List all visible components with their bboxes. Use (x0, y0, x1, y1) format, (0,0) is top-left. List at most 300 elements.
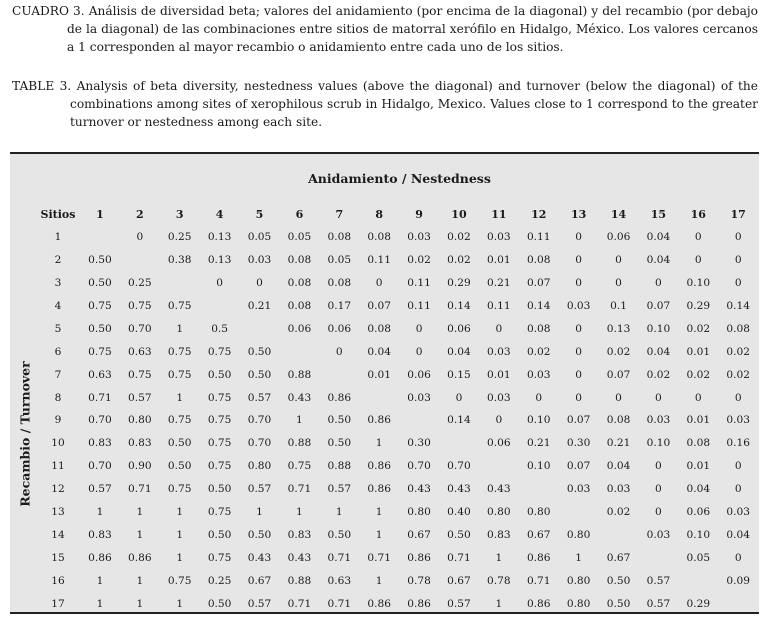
nestedness-cell: 0.08 (726, 322, 750, 335)
row-site-label: 9 (54, 414, 62, 427)
turnover-cell: 0.80 (128, 414, 152, 427)
table-row (36, 478, 758, 501)
nestedness-cell: 0.08 (526, 254, 551, 267)
turnover-cell: 0.75 (207, 460, 232, 473)
turnover-cell: 0.86 (128, 551, 152, 564)
nestedness-cell: 0.05 (327, 254, 352, 267)
table-row (36, 340, 758, 363)
turnover-cell: 0.75 (167, 368, 192, 381)
beta-diversity-table (10, 152, 759, 614)
turnover-cell: 1 (176, 597, 184, 610)
turnover-cell: 0.50 (447, 528, 471, 541)
nestedness-cell: 0 (415, 322, 423, 335)
turnover-cell: 0.86 (367, 483, 391, 496)
matrix-table (36, 203, 758, 615)
turnover-cell: 0.63 (88, 368, 112, 381)
turnover-cell: 0.86 (526, 551, 551, 564)
diagonal-cell (678, 569, 718, 592)
caption-spanish (12, 2, 758, 57)
turnover-cell: 1 (495, 597, 503, 610)
turnover-cell: 1 (176, 528, 184, 541)
turnover-cell: 1 (176, 506, 184, 519)
nestedness-cell: 0.01 (686, 345, 711, 358)
turnover-cell: 0.70 (447, 460, 471, 473)
row-site-label: 17 (51, 597, 65, 610)
nestedness-cell: 0.08 (606, 414, 631, 427)
turnover-cell: 1 (176, 551, 184, 564)
nestedness-cell: 0.03 (487, 391, 511, 404)
turnover-cell: 1 (96, 506, 104, 519)
turnover-cell: 0.50 (88, 277, 112, 290)
column-header: 2 (136, 207, 144, 221)
turnover-cell: 0.50 (88, 254, 112, 267)
nestedness-cell: 0.02 (646, 368, 671, 381)
nestedness-cell: 0.13 (207, 254, 232, 267)
turnover-cell: 0.71 (327, 597, 352, 610)
diagonal-cell (200, 295, 240, 318)
diagonal-cell (718, 592, 758, 615)
turnover-cell: 1 (136, 597, 144, 610)
turnover-cell: 0.75 (167, 345, 192, 358)
table-row (36, 295, 758, 318)
turnover-cell: 0.50 (247, 368, 272, 381)
nestedness-cell: 0.21 (487, 277, 511, 290)
turnover-cell: 0.70 (247, 414, 272, 427)
turnover-cell: 0.88 (287, 368, 312, 381)
turnover-cell: 0.50 (606, 597, 631, 610)
turnover-cell: 0.43 (287, 391, 312, 404)
table-row (36, 272, 758, 295)
turnover-cell: 0.57 (646, 574, 671, 587)
nestedness-cell: 0.03 (606, 483, 631, 496)
nestedness-cell: 0.38 (167, 254, 192, 267)
row-site-label: 2 (54, 254, 62, 267)
nestedness-cell: 0 (734, 460, 742, 473)
turnover-cell: 0.67 (407, 528, 431, 541)
diagonal-cell (439, 432, 479, 455)
diagonal-cell (399, 409, 439, 432)
nestedness-cell: 0.06 (287, 322, 312, 335)
nestedness-cell: 0.03 (407, 391, 431, 404)
nestedness-cell: 0.14 (447, 300, 471, 312)
nestedness-cell: 0.08 (327, 231, 352, 244)
turnover-cell: 1 (296, 506, 303, 519)
turnover-cell: 0.71 (447, 551, 471, 564)
diagonal-cell (479, 455, 519, 478)
caption-spanish-text: CUADRO 3. Análisis de diversidad beta; valores del anidamiento (por encima de la diagonal) y del recambio (por debajo de la diagonal) de las combinaciones entre sitios de matorral xerófilo en Hidalgo, México. Los valores cercanos a 1 corresponden al mayor recambio o anidamiento entre cada uno de los sitios. (12, 4, 758, 55)
turnover-cell: 0.71 (88, 391, 112, 404)
row-site-label: 11 (51, 460, 65, 473)
nestedness-cell: 0.03 (247, 254, 272, 267)
turnover-cell: 0.86 (88, 551, 112, 564)
turnover-cell: 0.50 (207, 597, 232, 610)
turnover-cell: 0.78 (487, 574, 511, 587)
turnover-cell: 0.71 (526, 574, 551, 587)
turnover-cell: 1 (375, 437, 383, 450)
diagonal-cell (279, 340, 319, 363)
nestedness-cell: 0.10 (646, 322, 671, 335)
nestedness-cell: 0.10 (686, 277, 711, 290)
turnover-cell: 0.75 (167, 414, 192, 427)
turnover-cell: 0.57 (88, 483, 112, 496)
nestedness-cell: 0 (575, 368, 582, 381)
nestedness-cell: 0.08 (287, 300, 312, 312)
turnover-cell: 0.75 (207, 414, 232, 427)
nestedness-cell: 0 (615, 254, 622, 267)
turnover-side-title-text: Recambio / Turnover (17, 361, 33, 507)
turnover-cell: 0.50 (327, 528, 352, 541)
turnover-cell: 0.83 (128, 437, 152, 450)
nestedness-cell: 0 (575, 322, 582, 335)
table-row (36, 317, 758, 340)
nestedness-cell: 0 (495, 322, 503, 335)
nestedness-cell: 0.29 (686, 300, 711, 312)
nestedness-cell: 0.04 (447, 345, 471, 358)
column-header-row (36, 203, 758, 226)
turnover-cell: 0.71 (287, 597, 312, 610)
nestedness-cell: 0.03 (726, 414, 750, 427)
turnover-cell: 0.80 (407, 506, 431, 519)
turnover-cell: 0.78 (407, 574, 431, 587)
table-row (36, 546, 758, 569)
turnover-cell: 0.88 (287, 574, 312, 587)
nestedness-cell: 0.04 (646, 254, 671, 267)
nestedness-cell: 0.07 (566, 414, 591, 427)
nestedness-cell: 0.15 (447, 368, 471, 381)
nestedness-cell: 0.02 (407, 254, 431, 267)
turnover-cell: 0.50 (327, 437, 352, 450)
turnover-cell: 1 (375, 528, 383, 541)
turnover-cell: 0.80 (526, 506, 551, 519)
turnover-cell: 0.70 (247, 437, 272, 450)
column-header: 11 (491, 207, 507, 221)
column-header: 12 (531, 207, 547, 221)
row-site-label: 12 (51, 483, 65, 496)
turnover-cell: 0.43 (447, 483, 471, 496)
turnover-cell: 0.67 (526, 528, 551, 541)
turnover-cell: 0.86 (367, 597, 391, 610)
nestedness-cell: 0 (655, 460, 662, 473)
nestedness-cell: 0.08 (686, 437, 711, 450)
turnover-cell: 0.50 (606, 574, 631, 587)
turnover-side-title (13, 361, 37, 507)
nestedness-cell: 0.07 (367, 300, 391, 312)
nestedness-cell: 0.08 (367, 322, 391, 335)
turnover-cell: 0.88 (287, 437, 312, 450)
nestedness-cell: 0.03 (487, 231, 511, 244)
nestedness-cell: 0 (335, 345, 343, 358)
nestedness-cell: 0 (615, 277, 622, 290)
nestedness-cell: 0.29 (447, 277, 471, 290)
nestedness-cell: 0.03 (487, 345, 511, 358)
nestedness-cell: 0.11 (407, 300, 431, 312)
nestedness-cell: 0.02 (686, 368, 711, 381)
turnover-cell: 0.75 (167, 300, 192, 312)
turnover-cell: 0.90 (128, 460, 152, 473)
turnover-cell: 0.50 (167, 437, 192, 450)
nestedness-cell: 0.08 (526, 322, 551, 335)
turnover-cell: 0.80 (487, 506, 511, 519)
nestedness-cell: 0.06 (487, 437, 511, 450)
nestedness-cell: 0.10 (526, 414, 551, 427)
table-row (36, 501, 758, 524)
table-row (36, 226, 758, 249)
turnover-cell: 0.75 (207, 437, 232, 450)
turnover-cell: 0.67 (606, 551, 631, 564)
nestedness-cell: 0.10 (686, 528, 711, 541)
nestedness-cell: 0.02 (526, 345, 551, 358)
nestedness-cell: 0 (694, 231, 702, 244)
caption-english-text: TABLE 3. Analysis of beta diversity, nestedness values (above the diagonal) and turnover (below the diagonal) of the combinations among sites of xerophilous scrub in Hidalgo, Mexico. Values close to 1 correspond to the greater turnover or nestedness among each site. (12, 79, 758, 130)
nestedness-cell: 0 (734, 551, 742, 564)
row-site-label: 14 (51, 528, 65, 541)
nestedness-cell: 0.03 (407, 231, 431, 244)
nestedness-cell: 0.07 (566, 460, 591, 473)
nestedness-cell: 0.01 (686, 460, 711, 473)
nestedness-cell: 0.14 (447, 414, 471, 427)
nestedness-cell: 0 (694, 254, 702, 267)
column-header: 9 (415, 207, 423, 221)
turnover-cell: 0.80 (247, 460, 272, 473)
nestedness-cell: 0 (575, 277, 582, 290)
nestedness-cell: 0 (575, 231, 582, 244)
nestedness-cell: 0.05 (287, 231, 312, 244)
nestedness-cell: 0 (216, 277, 223, 290)
nestedness-cell: 0.06 (686, 506, 711, 519)
nestedness-cell: 0.21 (526, 437, 551, 450)
nestedness-cell: 0 (375, 277, 383, 290)
nestedness-cell: 0.01 (487, 254, 511, 267)
nestedness-cell: 0.02 (726, 368, 750, 381)
nestedness-cell: 0.03 (566, 300, 591, 312)
column-header: 1 (96, 207, 104, 221)
turnover-cell: 0.83 (88, 437, 112, 450)
turnover-cell: 0.80 (566, 574, 591, 587)
diagonal-cell (359, 386, 399, 409)
turnover-cell: 1 (136, 528, 144, 541)
table-row (36, 455, 758, 478)
turnover-cell: 0.57 (247, 391, 272, 404)
table-row (36, 386, 758, 409)
turnover-cell: 0.5 (211, 322, 229, 335)
nestedness-cell: 0 (734, 231, 742, 244)
turnover-cell: 0.43 (407, 483, 431, 496)
turnover-cell: 1 (176, 391, 184, 404)
turnover-cell: 0.88 (327, 460, 352, 473)
nestedness-cell: 0.14 (726, 300, 750, 312)
nestedness-cell: 0 (575, 254, 582, 267)
turnover-cell: 0.50 (167, 460, 192, 473)
nestedness-cell: 0 (655, 391, 662, 404)
turnover-cell: 0.83 (88, 528, 112, 541)
turnover-cell: 0.70 (88, 460, 112, 473)
table-row (36, 592, 758, 615)
diagonal-cell (559, 501, 599, 524)
diagonal-cell (160, 272, 200, 295)
row-site-label: 4 (54, 300, 62, 312)
turnover-cell: 0.50 (247, 345, 272, 358)
turnover-cell: 0.86 (327, 391, 352, 404)
row-site-label: 13 (51, 506, 65, 519)
nestedness-cell: 0.02 (447, 231, 471, 244)
turnover-cell: 1 (96, 574, 104, 587)
turnover-cell: 0.75 (207, 391, 232, 404)
turnover-cell: 1 (256, 506, 263, 519)
turnover-cell: 0.57 (327, 483, 352, 496)
turnover-cell: 0.67 (447, 574, 471, 587)
nestedness-cell: 0.07 (526, 277, 551, 290)
diagonal-cell (120, 249, 160, 272)
diagonal-cell (599, 523, 639, 546)
column-header: 6 (295, 207, 304, 221)
column-header: 17 (730, 207, 746, 221)
row-site-label: 8 (54, 391, 62, 404)
turnover-cell: 1 (296, 414, 303, 427)
turnover-cell: 1 (96, 597, 104, 610)
turnover-cell: 1 (136, 506, 144, 519)
turnover-cell: 0.71 (287, 483, 312, 496)
nestedness-cell: 0.07 (646, 300, 671, 312)
nestedness-cell: 0.03 (646, 414, 671, 427)
nestedness-cell: 0 (136, 231, 144, 244)
turnover-cell: 1 (335, 506, 343, 519)
nestedness-cell: 0 (694, 391, 702, 404)
table-row (36, 249, 758, 272)
nestedness-cell: 0.06 (407, 368, 431, 381)
table-row (36, 432, 758, 455)
turnover-cell: 0.80 (566, 597, 591, 610)
table-row (36, 569, 758, 592)
turnover-cell: 1 (495, 551, 503, 564)
nestedness-cell: 0.07 (606, 368, 631, 381)
diagonal-cell (519, 478, 559, 501)
nestedness-cell: 0.02 (606, 506, 631, 519)
turnover-cell: 0.75 (287, 460, 312, 473)
nestedness-cell: 0 (655, 506, 662, 519)
nestedness-cell: 0.30 (566, 437, 591, 450)
diagonal-cell (319, 363, 359, 386)
turnover-cell: 0.50 (207, 368, 232, 381)
nestedness-cell: 0.02 (726, 345, 750, 358)
nestedness-cell: 0.03 (726, 506, 750, 519)
nestedness-group-title: Anidamiento / Nestedness (308, 171, 491, 186)
turnover-cell: 0.50 (327, 414, 352, 427)
nestedness-cell: 0.11 (487, 300, 511, 312)
nestedness-cell: 0.11 (526, 231, 551, 244)
row-site-label: 16 (51, 574, 65, 587)
column-header: 14 (610, 207, 627, 221)
turnover-cell: 0.71 (327, 551, 352, 564)
nestedness-cell: 0.09 (726, 574, 750, 587)
turnover-cell: 0.25 (128, 277, 152, 290)
turnover-cell: 0.75 (88, 345, 112, 358)
turnover-cell: 0.75 (207, 551, 232, 564)
column-header: 13 (570, 207, 587, 221)
table-row (36, 523, 758, 546)
nestedness-cell: 0.21 (247, 300, 272, 312)
nestedness-cell: 0.21 (606, 437, 631, 450)
turnover-cell: 0.40 (447, 506, 471, 519)
nestedness-cell: 0.08 (287, 254, 312, 267)
turnover-cell: 0.80 (566, 528, 591, 541)
caption-english (12, 77, 758, 132)
nestedness-cell: 0.02 (606, 345, 631, 358)
nestedness-cell: 0 (575, 345, 582, 358)
turnover-cell: 0.83 (287, 528, 312, 541)
row-site-label: 6 (54, 345, 62, 358)
nestedness-cell: 0 (655, 483, 662, 496)
turnover-cell: 0.75 (167, 483, 192, 496)
turnover-cell: 0.67 (247, 574, 272, 587)
nestedness-cell: 0.03 (526, 368, 551, 381)
column-header: 10 (451, 207, 467, 221)
turnover-cell: 0.57 (128, 391, 152, 404)
nestedness-cell: 0.08 (287, 277, 312, 290)
turnover-cell: 0.57 (447, 597, 471, 610)
nestedness-cell: 0 (455, 391, 463, 404)
turnover-cell: 0.57 (247, 597, 272, 610)
nestedness-cell: 0.01 (686, 414, 711, 427)
nestedness-cell: 0.13 (606, 322, 631, 335)
turnover-cell: 0.71 (128, 483, 152, 496)
nestedness-cell: 0.04 (726, 528, 750, 541)
nestedness-cell: 0 (734, 391, 742, 404)
column-header: 7 (335, 207, 344, 221)
turnover-cell: 0.25 (207, 574, 232, 587)
turnover-cell: 1 (575, 551, 582, 564)
nestedness-cell: 0 (734, 254, 742, 267)
turnover-cell: 0.75 (207, 506, 232, 519)
nestedness-cell: 0.04 (606, 460, 631, 473)
turnover-cell: 0.30 (407, 437, 431, 450)
turnover-cell: 0.86 (526, 597, 551, 610)
turnover-cell: 0.43 (487, 483, 511, 496)
nestedness-cell: 0 (655, 277, 662, 290)
matrix-body (36, 226, 758, 615)
nestedness-cell: 0.05 (247, 231, 272, 244)
column-header: 16 (690, 207, 706, 221)
nestedness-cell: 0 (535, 391, 543, 404)
column-header: 4 (215, 207, 224, 221)
turnover-cell: 0.75 (128, 368, 152, 381)
turnover-cell: 0.86 (367, 460, 391, 473)
nestedness-cell: 0.06 (327, 322, 352, 335)
turnover-cell: 0.86 (367, 414, 391, 427)
diagonal-cell (638, 546, 678, 569)
table-row (36, 409, 758, 432)
turnover-cell: 0.29 (686, 597, 711, 610)
column-header: 8 (375, 207, 383, 221)
nestedness-cell: 0.17 (327, 300, 352, 312)
row-site-label: 10 (51, 437, 65, 450)
turnover-cell: 0.50 (88, 322, 112, 335)
nestedness-cell: 0.05 (686, 551, 711, 564)
nestedness-cell: 0 (575, 391, 582, 404)
turnover-cell: 0.86 (407, 597, 431, 610)
turnover-cell: 0.63 (128, 345, 152, 358)
turnover-cell: 1 (136, 574, 144, 587)
nestedness-cell: 0.04 (646, 231, 671, 244)
turnover-cell: 0.70 (407, 460, 431, 473)
nestedness-cell: 0 (734, 277, 742, 290)
nestedness-cell: 0.03 (646, 528, 671, 541)
turnover-cell: 0.43 (287, 551, 312, 564)
turnover-cell: 0.63 (327, 574, 352, 587)
turnover-cell: 0.70 (128, 322, 152, 335)
turnover-cell: 0.50 (207, 483, 232, 496)
nestedness-cell: 0.08 (367, 231, 391, 244)
row-site-label: 15 (51, 551, 65, 564)
